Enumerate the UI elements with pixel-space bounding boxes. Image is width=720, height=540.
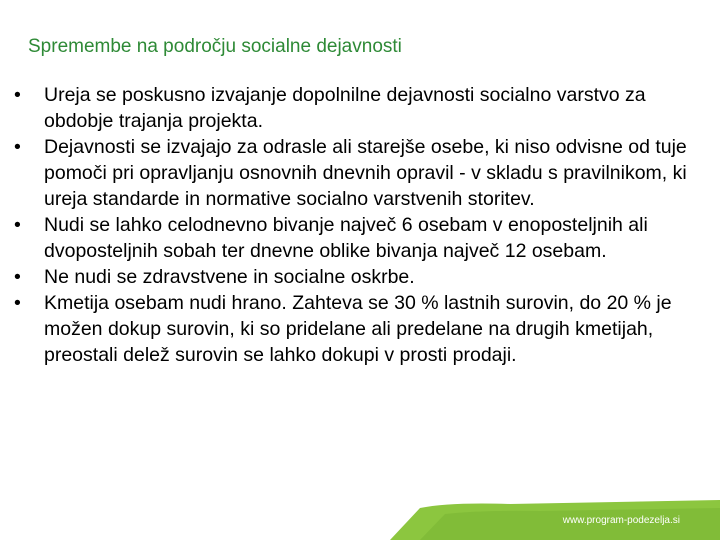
- bullet-list: [0, 82, 710, 368]
- bullet-dot: •: [14, 266, 21, 288]
- bullet-text: Ureja se poskusno izvajanje dopolnilne dejavnosti socialno varstvo za obdobje trajanja projekta.: [44, 84, 646, 132]
- bullet-item: [0, 290, 710, 368]
- bullet-text: Ne nudi se zdravstvene in socialne oskrbe.: [44, 266, 415, 288]
- footer-band: [390, 480, 720, 540]
- bullet-item: [0, 264, 710, 290]
- bullet-item: [0, 134, 710, 212]
- footer-green-shape: [390, 480, 720, 540]
- slide-title: Spremembe na področju socialne dejavnosti: [28, 36, 402, 57]
- bullet-text: Kmetija osebam nudi hrano. Zahteva se 30 % lastnih surovin, do 20 % je možen dokup surovin, ki so pridelane ali predelane na drugih kmetijah, preostali delež surovin se lahko dokupi v prosti prodaji.: [44, 292, 672, 366]
- bullet-dot: •: [14, 84, 21, 106]
- bullet-dot: •: [14, 136, 21, 158]
- bullet-dot: •: [14, 292, 21, 314]
- bullet-dot: •: [14, 214, 21, 236]
- bullet-text: Dejavnosti se izvajajo za odrasle ali starejše osebe, ki niso odvisne od tuje pomoči pri opravljanju osnovnih dnevnih opravil - v skladu s pravilnikom, ki ureja standarde in normative socialno varstvenih storitev.: [44, 136, 687, 210]
- footer-url: www.program-podezelja.si: [562, 515, 680, 526]
- bullet-item: [0, 212, 710, 264]
- bullet-text: Nudi se lahko celodnevno bivanje največ 6 osebam v enoposteljnih ali dvoposteljnih sobah ter dnevne oblike bivanja največ 12 osebam.: [44, 214, 648, 262]
- bullet-item: [0, 82, 710, 134]
